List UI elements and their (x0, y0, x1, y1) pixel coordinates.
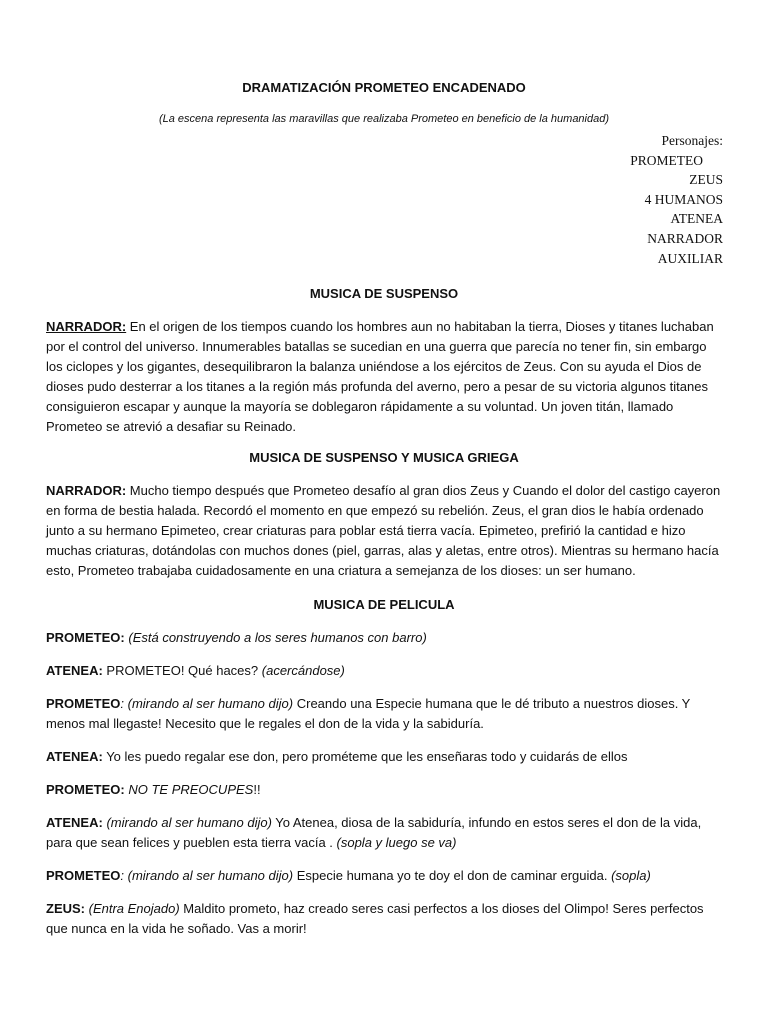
cast-item: ZEUS (689, 172, 723, 188)
stage-direction: (sopla y luego se va) (336, 834, 457, 850)
speaker-label: ATENEA: (46, 663, 103, 678)
cast-item: ATENEA (670, 211, 723, 227)
line-text: !! (253, 782, 261, 797)
line-text: Creando una Especie humana que le dé tributo a nuestros dioses. Y menos mal llegaste! Necesito que le regales el don de la vida y la sabiduría. (46, 696, 691, 731)
speaker-label: PROMETEO: (46, 782, 125, 797)
section-heading: MUSICA DE PELICULA (313, 597, 455, 612)
stage-direction: (Está construyendo a los seres humanos con barro) (128, 630, 427, 645)
line-text: Maldito prometo, haz creado seres casi perfectos a los dioses del Olimpo! Seres perfectos que nunca en la vida he soñado. Vas a morir! (46, 901, 704, 936)
dialogue-line (46, 747, 726, 767)
stage-direction: NO TE PREOCUPES (128, 782, 254, 797)
stage-direction: (sopla) (611, 868, 651, 883)
line-text: Yo les puedo regalar ese don, pero prométeme que les enseñaras todo y cuidarás de ellos (102, 749, 628, 764)
speaker-label: ZEUS: (46, 901, 85, 916)
line-text: PROMETEO! Qué haces? (102, 663, 262, 678)
cast-list (630, 131, 723, 268)
cast-item: NARRADOR (647, 230, 723, 246)
cast-item: 4 HUMANOS (644, 191, 723, 207)
dialogue-line (46, 694, 726, 734)
dialogue-line (46, 661, 726, 681)
paragraph-text: Mucho tiempo después que Prometeo desafío al gran dios Zeus y Cuando el dolor del castigo cayeron en forma de bestia halada. Recordó el momento en que empezó su rebelión. Zeus, el gran dios le había ordenado junto a su hermano Epimeteo, crear criaturas para poblar está tierra vacía. Epimeteo, prefirió la cantidad e hizo muchas criaturas, dotándolas con muchos dones (piel, garras, alas y aletas, entre otros). Mientras su hermano hacía esto, Prometeo trabajaba cuidadosamente en una criatura a semejanza de los dioses: un ser humano. (46, 483, 721, 578)
cast-item: AUXILIAR (657, 250, 723, 266)
narrator-paragraph (46, 317, 726, 436)
dialogue-line (46, 780, 726, 800)
speaker-label: ATENEA: (46, 815, 103, 830)
line-text: Yo Atenea, diosa de la sabiduría, infundo en estos seres el don de la vida, para que sean felices y pueblen esta tierra vacía . (46, 815, 702, 850)
dialogue-line (46, 866, 726, 886)
cast-item: PROMETEO (630, 152, 703, 168)
speaker-label: PROMETEO: (46, 630, 125, 645)
dialogue-line (46, 813, 726, 853)
section-heading: MUSICA DE SUSPENSO (309, 286, 459, 301)
stage-direction: (acercándose) (261, 663, 345, 678)
line-text: Especie humana yo te doy el don de caminar erguida. (293, 868, 612, 883)
section-heading: MUSICA DE SUSPENSO Y MUSICA GRIEGA (249, 450, 519, 465)
speaker-label: ATENEA: (46, 749, 103, 764)
stage-direction: : (mirando al ser humano dijo) (120, 696, 294, 711)
speaker-label: NARRADOR: (46, 319, 127, 334)
dialogue-line (46, 899, 726, 939)
dialogue-line (46, 628, 726, 648)
cast-header: Personajes: (661, 133, 723, 148)
document-title: DRAMATIZACIÓN PROMETEO ENCADENADO (242, 80, 526, 95)
speaker-label: NARRADOR: (46, 483, 127, 498)
stage-direction: (Entra Enojado) (88, 901, 180, 916)
document-subtitle: (La escena representa las maravillas que realizaba Prometeo en beneficio de la humanidad) (158, 113, 610, 125)
paragraph-text: En el origen de los tiempos cuando los hombres aun no habitaban la tierra, Dioses y titanes luchaban por el control del universo. Innumerables batallas se sucedian en una guerra que parecía no tener fin, sin embargo los ciclopes y los gigantes, desequilibraron la balanza uniéndose a los ejércitos de Zeus. Con su ayuda el Dios de dioses pudo desterrar a los titanes a la región más profunda del averno, pero a pesar de su victoria algunos titanes consiguieron escapar y aunque la mayoría se doblegaron rápidamente a su voluntad. Un joven titán, llamado Prometeo se atrevió a desafiar su Reinado. (46, 319, 714, 434)
narrator-paragraph (46, 481, 726, 581)
stage-direction: (mirando al ser humano dijo) (106, 815, 272, 830)
stage-direction: : (mirando al ser humano dijo) (120, 868, 294, 883)
speaker-label: PROMETEO (46, 696, 121, 711)
speaker-label: PROMETEO (46, 868, 121, 883)
